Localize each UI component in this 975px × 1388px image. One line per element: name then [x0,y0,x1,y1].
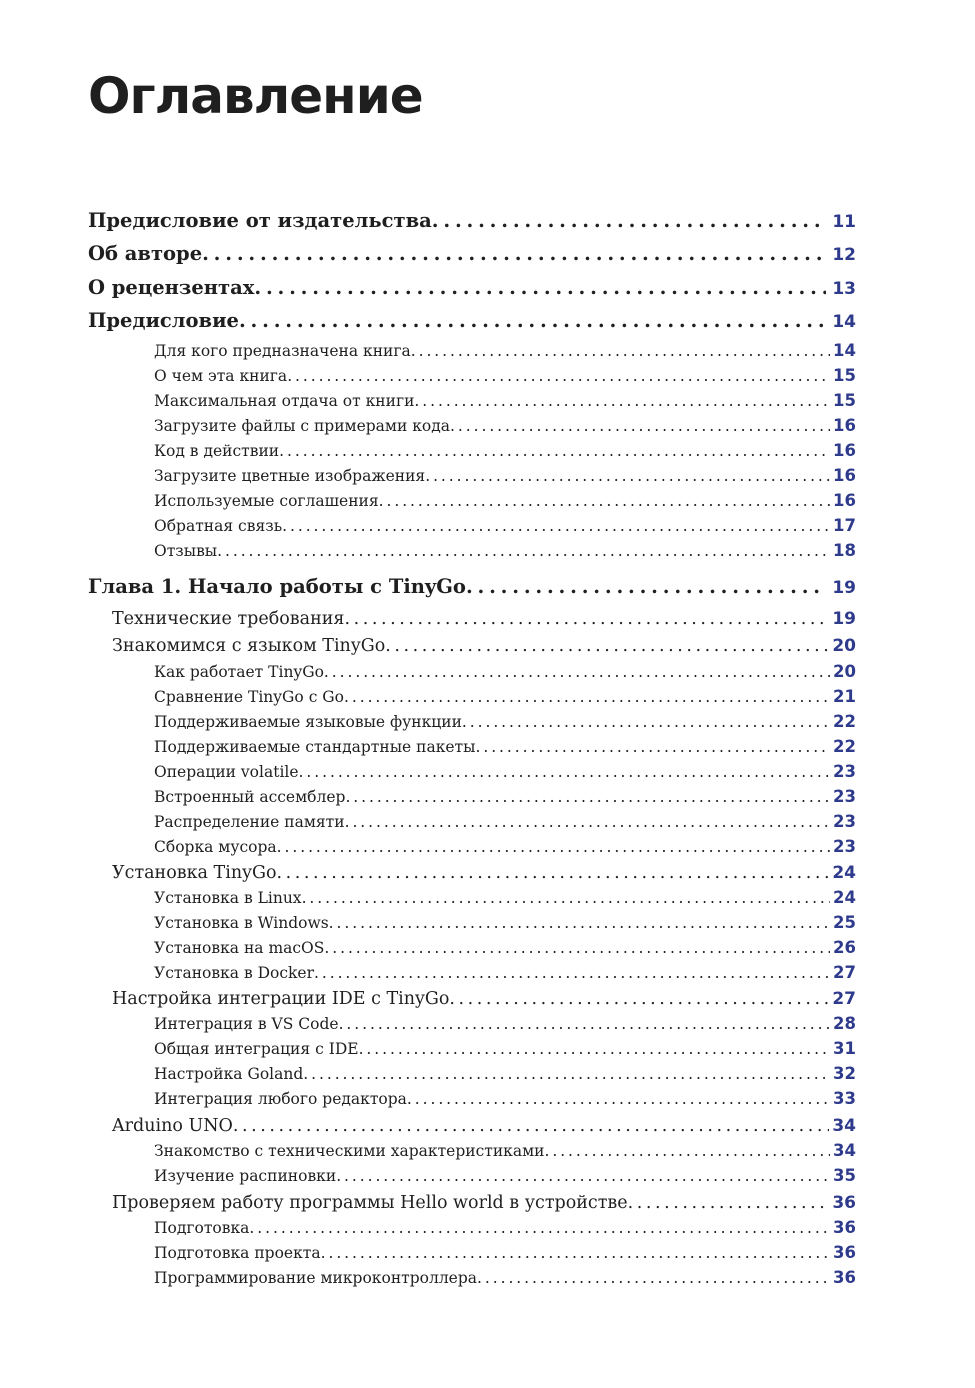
toc-entry-title: Код в действии [154,442,280,460]
toc-subsection-entry[interactable] [0,687,856,706]
toc-chapter-entry[interactable] [0,276,856,299]
toc-page-number: 24 [832,863,856,883]
toc-page-number: 26 [833,938,856,957]
toc-entry-title: Поддерживаемые стандартные пакеты [154,738,476,756]
toc-entry-title: Подготовка проекта [154,1244,321,1262]
toc-entry-title: Для кого предназначена книга [154,342,411,360]
toc-page-number: 23 [833,812,856,831]
toc-entry-title: Знакомимся с языком TinyGo [112,636,386,656]
toc-dot-leader [277,838,830,856]
toc-entry-title: О чем эта книга [154,367,288,385]
toc-page-number: 20 [833,662,856,681]
toc-dot-leader [344,688,830,706]
toc-subsection-entry[interactable] [0,366,856,385]
toc-page-number: 33 [833,1089,856,1108]
toc-dot-leader [385,636,829,656]
toc-entry-title: Отзывы [154,542,218,560]
toc-page-number: 16 [833,416,856,435]
toc-section-entry[interactable] [0,863,856,883]
toc-entry-title: Предисловие от издательства [88,209,432,232]
toc-dot-leader [425,467,830,485]
toc-subsection-entry[interactable] [0,466,856,485]
toc-dot-leader [254,276,826,299]
toc-subsection-entry[interactable] [0,441,856,460]
toc-entry-title: Предисловие [88,309,239,332]
toc-dot-leader [239,309,826,332]
toc-dot-leader [628,1193,830,1213]
toc-chapter-entry[interactable] [0,242,856,265]
toc-subsection-entry[interactable] [0,1218,856,1237]
toc-dot-leader [359,1040,830,1058]
toc-entry-title: Установка в Windows [154,914,329,932]
toc-page-number: 15 [833,366,856,385]
toc-entry-title: Как работает TinyGo [154,663,324,681]
toc-subsection-entry[interactable] [0,787,856,806]
toc-subsection-entry[interactable] [0,737,856,756]
toc-page-number: 35 [833,1166,856,1185]
toc-page-number: 11 [832,212,856,232]
toc-section-entry[interactable] [0,989,856,1009]
toc-page-number: 21 [833,687,856,706]
toc-entry-title: Установка на macOS [154,939,325,957]
toc-dot-leader [202,242,826,265]
toc-dot-leader [299,763,830,781]
toc-page-number: 25 [833,913,856,932]
toc-dot-leader [411,342,830,360]
toc-section-entry[interactable] [0,1193,856,1213]
toc-dot-leader [477,1269,830,1287]
toc-subsection-entry[interactable] [0,516,856,535]
toc-page-number: 24 [833,888,856,907]
toc-page-number: 36 [833,1243,856,1262]
toc-page-number: 22 [833,737,856,756]
toc-dot-leader [303,1065,830,1083]
toc-page-number: 20 [832,636,856,656]
toc-chapter-entry[interactable] [0,575,856,598]
toc-page-number: 16 [833,441,856,460]
toc-entry-title: Операции volatile [154,763,299,781]
toc-page-number: 36 [833,1218,856,1237]
toc-entry-title: Распределение памяти [154,813,345,831]
toc-page-number: 19 [832,578,856,598]
toc-chapter-entry[interactable] [0,209,856,232]
toc-dot-leader [287,367,830,385]
toc-entry-title: Встроенный ассемблер [154,788,346,806]
toc-dot-leader [432,209,827,232]
toc-entry-title: Поддерживаемые языковые функции [154,713,462,731]
toc-subsection-entry[interactable] [0,416,856,435]
toc-entry-title: Знакомство с техническими характеристиками [154,1142,545,1160]
toc-subsection-entry[interactable] [0,541,856,560]
toc-entry-title: Интеграция в VS Code [154,1015,339,1033]
toc-subsection-entry[interactable] [0,1039,856,1058]
toc-page-number: 34 [832,1116,856,1136]
toc-subsection-entry[interactable] [0,762,856,781]
toc-entry-title: Сборка мусора [154,838,277,856]
toc-page-number: 19 [832,609,856,629]
toc-page-number: 28 [833,1014,856,1033]
toc-subsection-entry[interactable] [0,1166,856,1185]
toc-entry-title: Используемые соглашения [154,492,379,510]
toc-page-number: 23 [833,787,856,806]
toc-dot-leader [321,1244,830,1262]
toc-page-number: 34 [833,1141,856,1160]
toc-page-number: 32 [833,1064,856,1083]
toc-subsection-entry[interactable] [0,1268,856,1287]
toc-page-number: 14 [833,341,856,360]
toc-dot-leader [379,492,830,510]
toc-subsection-entry[interactable] [0,1014,856,1033]
toc-entry-title: Глава 1. Начало работы с TinyGo [88,575,466,598]
toc-subsection-entry[interactable] [0,888,856,907]
toc-entry-title: Настройка интеграции IDE с TinyGo [112,989,450,1009]
toc-entry-title: Установка TinyGo [112,863,277,883]
toc-entry-title: О рецензентах [88,276,255,299]
toc-entry-title: Интеграция любого редактора [154,1090,407,1108]
toc-page-number: 36 [832,1193,856,1213]
toc-chapter-entry[interactable] [0,309,856,332]
toc-section-entry[interactable] [0,636,856,656]
toc-entry-title: Об авторе [88,242,203,265]
toc-entry-title: Сравнение TinyGo с Go [154,688,345,706]
toc-dot-leader [345,813,830,831]
toc-dot-leader [449,989,829,1009]
toc-dot-leader [249,1219,830,1237]
toc-dot-leader [475,738,830,756]
toc-dot-leader [329,914,830,932]
toc-page-number: 23 [833,762,856,781]
toc-dot-leader [314,964,830,982]
toc-entry-title: Технические требования [112,609,345,629]
toc-page-number: 31 [833,1039,856,1058]
toc-subsection-entry[interactable] [0,341,856,360]
toc-dot-leader [324,663,830,681]
toc-subsection-entry[interactable] [0,712,856,731]
toc-subsection-entry[interactable] [0,491,856,510]
toc-dot-leader [339,1015,830,1033]
toc-dot-leader [233,1116,829,1136]
toc-dot-leader [277,863,830,883]
toc-dot-leader [279,442,830,460]
toc-subsection-entry[interactable] [0,1141,856,1160]
toc-page-number: 18 [833,541,856,560]
toc-page-number: 12 [832,245,856,265]
toc-page-number: 22 [833,712,856,731]
toc-entry-title: Загрузите цветные изображения [154,467,426,485]
toc-subsection-entry[interactable] [0,963,856,982]
toc-section-entry[interactable] [0,609,856,629]
toc-subsection-entry[interactable] [0,391,856,410]
toc-subsection-entry[interactable] [0,913,856,932]
toc-entry-title: Максимальная отдача от книги [154,392,415,410]
toc-entry-title: Подготовка [154,1219,250,1237]
toc-dot-leader [466,575,826,598]
toc-dot-leader [344,609,829,629]
toc-dot-leader [282,517,830,535]
toc-dot-leader [544,1142,830,1160]
toc-dot-leader [407,1090,830,1108]
toc-entry-title: Настройка Goland [154,1065,304,1083]
toc-subsection-entry[interactable] [0,837,856,856]
toc-dot-leader [345,788,830,806]
toc-entry-title: Установка в Linux [154,889,302,907]
toc-dot-leader [450,417,830,435]
toc-subsection-entry[interactable] [0,1064,856,1083]
toc-entry-title: Программирование микроконтроллера [154,1269,478,1287]
page-title: Оглавление [88,67,423,125]
toc-dot-leader [324,939,830,957]
toc-entry-title: Проверяем работу программы Hello world в устройстве [112,1193,628,1213]
toc-page-number: 17 [833,516,856,535]
toc-page-number: 36 [833,1268,856,1287]
toc-subsection-entry[interactable] [0,812,856,831]
toc-page-number: 27 [833,963,856,982]
toc-entry-title: Обратная связь [154,517,283,535]
toc-page-number: 16 [833,466,856,485]
toc-dot-leader [217,542,830,560]
toc-page-number: 14 [832,312,856,332]
toc-dot-leader [414,392,830,410]
toc-section-entry[interactable] [0,1116,856,1136]
toc-entry-title: Установка в Docker [154,964,315,982]
toc-page-number: 27 [832,989,856,1009]
toc-entry-title: Arduino UNO [112,1116,233,1136]
toc-page-number: 15 [833,391,856,410]
toc-subsection-entry[interactable] [0,1243,856,1262]
toc-dot-leader [336,1167,830,1185]
toc-subsection-entry[interactable] [0,938,856,957]
toc-page-number: 16 [833,491,856,510]
toc-page-number: 13 [832,279,856,299]
toc-entry-title: Изучение распиновки [154,1167,337,1185]
toc-entry-title: Загрузите файлы с примерами кода [154,417,451,435]
toc-dot-leader [302,889,830,907]
toc-page-number: 23 [833,837,856,856]
toc-entry-title: Общая интеграция с IDE [154,1040,359,1058]
toc-dot-leader [462,713,830,731]
toc-subsection-entry[interactable] [0,1089,856,1108]
toc-subsection-entry[interactable] [0,662,856,681]
